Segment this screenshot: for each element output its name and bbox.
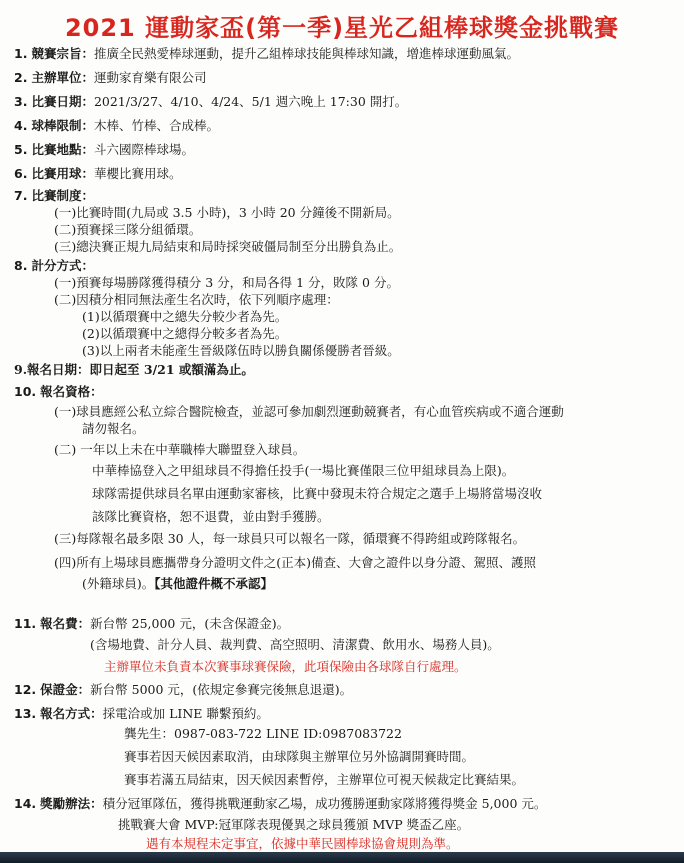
section-label: 報名資格： [40,384,103,399]
section-number: 1. [14,46,28,61]
section-7-item-2: (二)預賽採三隊分組循環。 [54,222,202,237]
section-10-item-2: (二) 一年以上未在中華職棒大聯盟登入球員。 [54,442,306,457]
section-10-item-2-a: 中華棒協登入之甲組球員不得擔任投手(一場比賽僅限三位甲組球員為上限)。 [92,463,515,478]
section-number: 8. [14,258,28,273]
section-text: 運動家育樂有限公司 [93,70,207,85]
section-6 [14,166,181,182]
footer-note: 遇有本規程未定事宜，依據中華民國棒球協會規則為準。 [146,836,459,851]
section-text: 2021/3/27、4/10、4/24、5/1 週六晚上 17:30 開打。 [93,94,408,109]
section-7 [14,188,94,204]
section-13 [14,706,269,722]
section-number: 10. [14,384,37,399]
section-number: 13. [14,706,37,721]
section-8-subitem-1: (1)以循環賽中之總失分較少者為先。 [82,309,288,324]
section-10-item-4-cont [82,576,273,592]
section-text: 採電洽或加 LINE 聯繫預約。 [102,706,269,721]
contact-info: 龔先生：0987-083-722 LINE ID:0987083722 [124,726,402,741]
section-10-item-2-b: 球隊需提供球員名單由運動家審核，比賽中發現未符合規定之選手上場將當場沒收 [92,486,543,501]
section-10-item-4: (四)所有上場球員應攜帶身分證明文件之(正本)備查、大會之證件以身分證、駕照、護照 [54,555,537,570]
section-text: 新台幣 25,000 元，(未含保證金)。 [90,616,290,631]
section-5 [14,142,194,158]
section-label: 報名費： [40,616,91,631]
section-10-item-1: (一)球員應經公私立綜合醫院檢查，並認可參加劇烈運動競賽者，有心血管疾病或不適合運動 [54,404,564,419]
section-text: 推廣全民熱愛棒球運動，提升乙組棒球技能與棒球知識，增進棒球運動風氣。 [93,46,519,61]
section-text: 積分冠軍隊伍，獲得挑戰運動家乙場，成功獲勝運動家隊將獲得獎金 5,000 元。 [102,796,547,811]
section-4 [14,118,219,134]
section-11-includes: (含場地費、計分人員、裁判費、高空照明、清潔費、飲用水、場務人員)。 [90,637,500,652]
section-label: 比賽制度： [31,188,94,203]
section-number: 5. [14,142,28,157]
section-label: 球棒限制： [31,118,94,133]
section-label: 報名方式： [40,706,103,721]
section-8 [14,258,94,274]
mvp-award: 挑戰賽大會 MVP:冠軍隊表現優異之球員獲頒 MVP 獎盃乙座。 [118,817,470,832]
section-number: 3. [14,94,28,109]
section-number: 14. [14,796,37,811]
section-number: 11. [14,616,37,631]
section-label: 主辦單位： [31,70,94,85]
section-number: 6. [14,166,28,181]
section-label: 保證金： [40,682,91,697]
section-text: 木棒、竹棒、合成棒。 [93,118,219,133]
section-8-item-1: (一)預賽每場勝隊獲得積分 3 分，和局各得 1 分，敗隊 0 分。 [54,275,399,290]
section-12 [14,682,352,698]
section-label: 比賽日期： [31,94,94,109]
section-label: 獎勵辦法： [40,796,103,811]
document-title: 2021 運動家盃(第一季)星光乙組棒球獎金挑戰賽 [64,14,620,42]
section-2 [14,70,206,86]
id-note: (外籍球員)。 [82,576,155,591]
section-text: 新台幣 5000 元，(依規定參賽完後無息退還)。 [90,682,353,697]
section-7-item-3: (三)總決賽正規九局結束和局時採突破僵局制至分出勝負為止。 [54,239,402,254]
section-label: 比賽用球： [31,166,94,181]
section-10-item-1-cont: 請勿報名。 [82,421,145,436]
section-11-insurance-note: 主辦單位未負責本次賽事球賽保險，此項保險由各球隊自行處理。 [104,659,467,674]
section-3 [14,94,407,110]
section-label: 計分方式： [31,258,94,273]
section-label: 競賽宗旨： [31,46,94,61]
section-8-subitem-2: (2)以循環賽中之總得分較多者為先。 [82,326,288,341]
section-8-subitem-3: (3)以上兩者未能產生晉級隊伍時以勝負關係優勝者晉級。 [82,343,400,358]
bottom-bar [0,852,684,863]
section-1 [14,46,519,62]
section-8-item-2: (二)因積分相同無法產生名次時，依下列順序處理： [54,292,339,307]
section-text: 斗六國際棒球場。 [93,142,194,157]
weather-rule-2: 賽事若滿五局結束，因天候因素暫停，主辦單位可視天候裁定比賽結果。 [124,772,525,787]
section-text: 華櫻比賽用球。 [93,166,182,181]
section-label: 比賽地點： [31,142,94,157]
section-number: 2. [14,70,28,85]
section-10-item-2-c: 該隊比賽資格，恕不退費，並由對手獲勝。 [92,509,330,524]
section-number: 12. [14,682,37,697]
section-number: 7. [14,188,28,203]
section-number: 4. [14,118,28,133]
section-10-item-3: (三)每隊報名最多限 30 人，每一球員只可以報名一隊，循環賽不得跨組或跨隊報名。 [54,531,526,546]
section-10 [14,384,103,400]
section-11 [14,616,289,632]
section-7-item-1: (一)比賽時間(九局或 3.5 小時)，3 小時 20 分鐘後不開新局。 [54,205,400,220]
section-9: 9.報名日期：即日起至 3/21 或額滿為止。 [14,362,254,377]
weather-rule-1: 賽事若因天候因素取消，由球隊與主辦單位另外協調開賽時間。 [124,749,475,764]
id-warning: 【其他證件概不承認】 [154,576,274,591]
section-14 [14,796,546,812]
